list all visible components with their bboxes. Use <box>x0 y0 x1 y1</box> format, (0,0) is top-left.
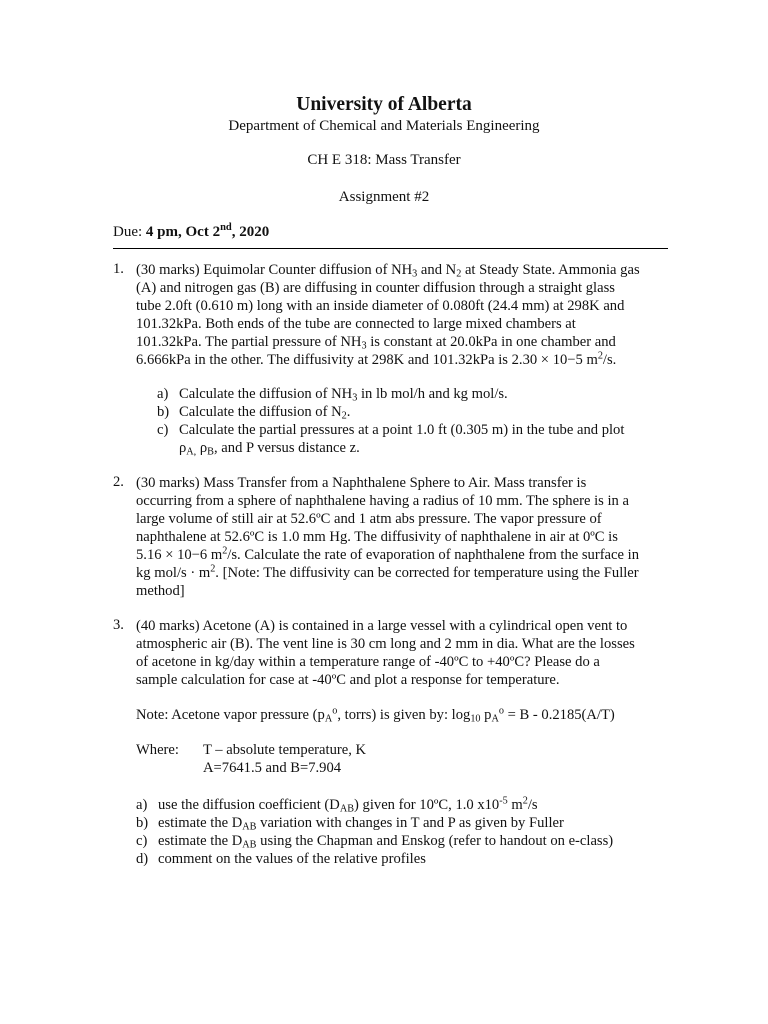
question-3-number: 3. <box>113 617 124 633</box>
where-label: Where: <box>136 742 179 758</box>
assignment-title: Assignment #2 <box>338 189 430 205</box>
due-date-value: 4 pm, Oct 2nd, 2020 <box>145 222 270 240</box>
question-1-text: (30 marks) Equimolar Counter diffusion of $NH_3$ and $N_2$ at Steady State. Ammonia gas (A) and nitrogen gas (B) are diffusing in counter diffusion through a straight glass tube 2.0ft (0.610 m) long with an inside diameter of 0.080ft (24.4 mm) at 298K and 101.32kPa. Both ends of the tube are connected to large mixed chambers at 101.32kPa. The partial pressure of $NH_3$ is constant at 20.0kPa in one chamber and 6.666kPa in the other. The diffusivity at 298K and 101.32kPa is 2.30 × 10−5 $m^2/s$. <box>136 262 640 368</box>
due-date <box>113 224 269 241</box>
question-2-text: (30 marks) Mass Transfer from a Naphthalene Sphere to Air. Mass transfer is occurring from a sphere of naphthalene having a radius of 10 mm. The sphere is in a large volume of still air at 52.6ºC and 1 atm abs pressure. The vapor pressure of naphthalene at 52.6ºC is 1.0 mm Hg. The diffusivity of naphthalene in air at 0ºC is 5.16 × 10−6 $m^2/s$. Calculate the rate of evaporation of naphthalene from the surface in kg $mol/s \cdot m^2$. [Note: The diffusivity can be corrected for temperature using the Fuller method] <box>136 475 639 599</box>
question-3-note: Note: Acetone vapor pressure ($p_A^o$, torrs) is given by: $\log_{10} p_A^o = B - 0.2185(A/T)$ <box>136 705 615 725</box>
where-definition-2: A=7641.5 and B=7.904 <box>203 760 342 776</box>
question-3-text: (40 marks) Acetone (A) is contained in a large vessel with a cylindrical open vent to atmospheric air (B). The vent line is 30 cm long and 2 mm in dia. What are the losses of acetone in kg/day within a temperature range of -40ºC to +40ºC? Please do a sample calculation for case at -40ºC and plot a response for temperature. <box>136 618 635 688</box>
department-name: Department of Chemical and Materials Engineering <box>228 118 540 134</box>
due-label: Due: <box>113 224 146 240</box>
university-title: University of Alberta <box>296 94 472 115</box>
question-1-number: 1. <box>113 261 124 277</box>
where-definition-1: T – absolute temperature, K <box>203 742 367 758</box>
header-divider <box>113 248 668 249</box>
question-2-number: 2. <box>113 474 124 490</box>
course-title: CH E 318: Mass Transfer <box>307 152 461 168</box>
document-page: University of Alberta Department of Chemical and Materials Engineering CH E 318: Mass Transfer Assignment #2 Due: 4 pm, Oct 2nd, 2020 1. (30 marks) Equimolar Counter diffusion of $NH_3$ and $N_2$ at Steady State. Ammonia gas (A) and nitrogen gas (B) are diffusing in counter diffusion through a straight glass tube 2.0ft (0.610 m) long with an inside diameter of 0.080ft (24.4 mm) at 298K and 101.32kPa. Both ends of the tube are connected to large mixed chambers at 101.32kPa. The partial pressure of $NH_3$ is constant at 20.0kPa in one chamber and 6.666kPa in the other. The diffusivity at 298K and 101.32kPa is 2.30 × 10−5 $m^2/s$. a) Calculate the diffusion of $NH_3$ in lb mol/h and kg mol/s. b) Calculate the diffusion of $N_2$. c) Calculate the partial pressures at a point 1.0 ft (0.305 m) in the tube and plot $\rho_{A,}$ $\rho_B$, and P versus distance z. 2. (30 marks) Mass Transfer from a Naphthalene Sphere to Air. Mass transfer is occurring from a sphere of naphthalene having a radius of 10 mm. The sphere is in a large volume of still air at 52.6ºC and 1 atm abs pressure. The vapor pressure of naphthalene at 52.6ºC is 1.0 mm Hg. The diffusivity of naphthalene in air at 0ºC is 5.16 × 10−6 $m^2/s$. Calculate the rate of evaporation of naphthalene from the surface in kg $mol/s \cdot m^2$. [Note: The diffusivity can be corrected for temperature using the Fuller method] 3. (40 marks) Acetone (A) is contained in a large vessel with a cylindrical open vent to atmospheric air (B). The vent line is 30 cm long and 2 mm in dia. What are the losses of acetone in kg/day within a temperature range of -40ºC to +40ºC? Please do a sample calculation for case at -40ºC and plot a response for temperature. Note: Acetone vapor pressure ($p_A^o$, torrs) is given by: $\log_{10} p_A^o = B - 0.2185(A/T)$ Where: T – absolute temperature, K A=7641.5 and B=7.904 a) use the diffusion coefficient $(D_{AB})$ given for 10ºC, 1.0 $x10^{-5}$ $m^2/s$ b) estimate the $D_{AB}$ variation with changes in T and P as given by Fuller c) estimate the $D_{AB}$ using the Chapman and Enskog (refer to handout on e-class) d) comment on the values of the relative profiles <box>0 0 768 1024</box>
